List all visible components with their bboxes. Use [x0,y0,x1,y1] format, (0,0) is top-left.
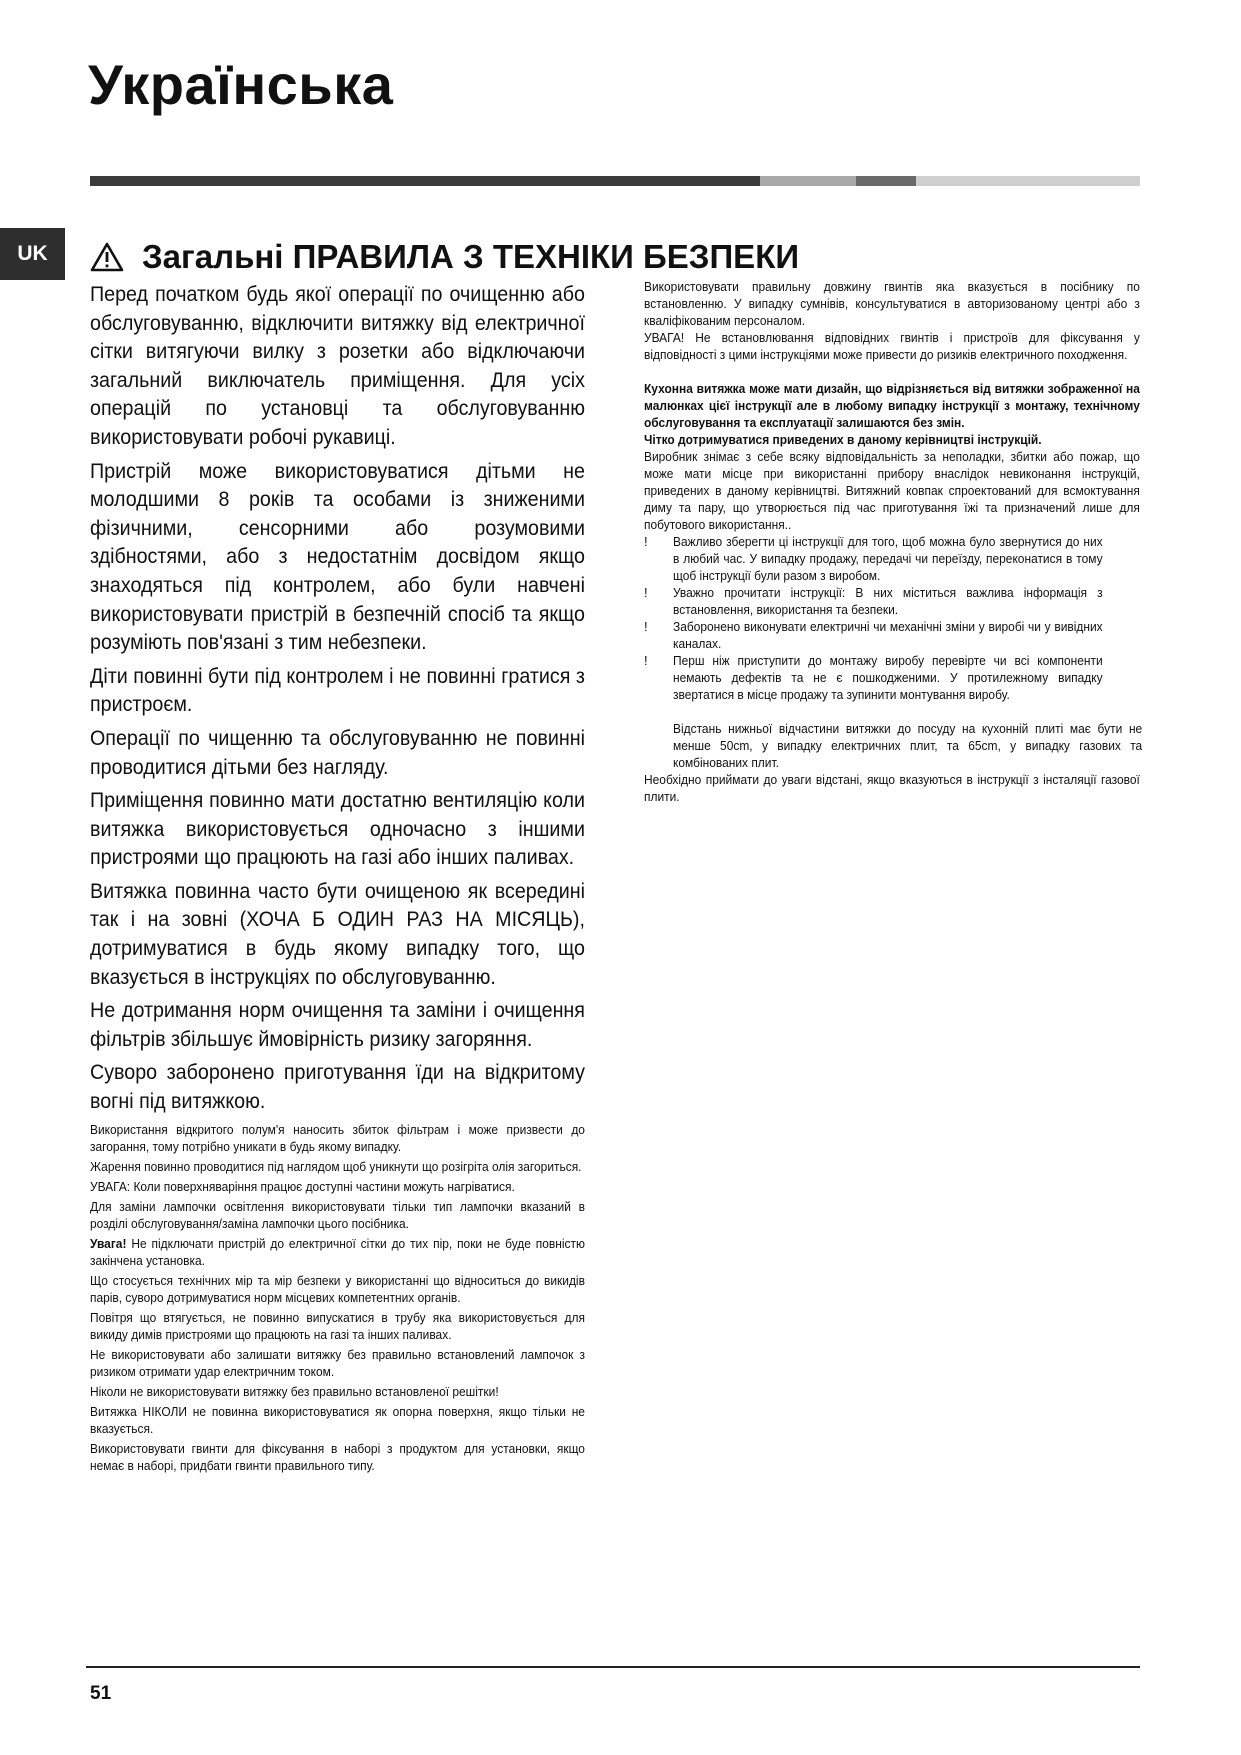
header-bar-segment-dark [90,176,760,186]
paragraph-hot-parts: УВАГА: Коли поверхняваріння працює доступні частини можуть нагріватися. [90,1178,515,1194]
paragraph-fixing-screws: Використовувати гвинти для фіксування в наборі з продуктом для установки, якщо немає в наборі, придбати гвинти правильного типу. [90,1440,585,1473]
paragraph-screw-length: Використовувати правильну довжину гвинтів яка вказується в посібнику по встановленню. У випадку сумнівів, консультуватися в авторизованому центрі або з кваліфікованим персоналом. [644,279,1140,328]
paragraph-screw-warning: УВАГА! Не встановлювання відповідних гвинтів і пристроїв для фіксування у відповідності з цими інструкціями може привести до ризиків електричного походження. [644,330,1140,362]
paragraph-lamps-installed: Не використовувати або залишати витяжку без правильно встановлений лампочок з ризиком отримати удар електричним током. [90,1346,585,1379]
list-item-text: Заборонено виконувати електричні чи механічні зміни у виробі чи у вивідних каналах. [673,619,1103,651]
language-title: Українська [88,53,394,116]
paragraph-local-regulations: Що стосується технічних мір та мір безпеки у використанні що відноситься до викидів парів, суворо дотримуватися норм місцевих компетентних органів. [90,1272,585,1305]
paragraph-design-note: Кухонна витяжка може мати дизайн, що відрізняється від витяжки зображенної на малюнках цієї інструкції але в любому випадку інструкції з монтажу, технічному обслуговування та експлуатації залишаются без змін. [644,381,1140,430]
header-bar-segment-mid [856,176,916,186]
paragraph-cleaning-frequency: Витяжка повинна часто бути очищеною як всередині так і на зовні (ХОЧА Б ОДИН РАЗ НА МІСЯЦЬ), дотримуватися в будь якому випадку того, що вказується в інструкціях по обслуговуванню. [90,878,585,989]
paragraph-gas-hob-instructions: Необхідно приймати до уваги відстані, якщо вказуються в інструкції з інсталяції газової плити. [644,772,1140,804]
section-title [90,238,799,276]
connection-warning-text: Не підключати пристрій до електричної сітки до тих пір, поки не буде повністю закінчена установка. [90,1235,585,1268]
paragraph-hob-distance: Відстань нижньої відчастини витяжки до посуду на кухонній плиті має бути не менше 50cm, у випадку електричних плит, та 65cm, у випадку газових та комбінованих плит. [673,721,1143,770]
paragraph-filter-risk: Не дотримання норм очищення та заміни і очищення фільтрів збільшує ймовірність ризику загоряння. [90,998,585,1051]
paragraph-children-supervision: Діти повинні бути під контролем і не повинні гратися з пристроєм. [90,663,585,717]
left-column [90,280,585,1477]
right-column [644,278,1143,805]
paragraph-ventilation: Приміщення повинно мати достатню вентиляцію коли витяжка використовується одночасно з іншими пристроями що працюють на газі або інших паливах. [90,788,585,870]
footer-divider [86,1666,1140,1668]
exclamation-icon: ! [644,653,648,668]
list-item [644,584,1140,618]
page-number: 51 [90,1683,112,1704]
paragraph-cleaning-by-children: Операції по чищенню та обслуговуванню не повинні проводитися дітьми без нагляду. [90,725,585,779]
list-item-text: Уважно прочитати інструкції: В них міститься важлива інформація з встановлення, використання та безпеки. [673,585,1103,617]
paragraph-exhaust-air: Повітря що втягується, не повинно випускатися в трубу яка використовується для викиду димів пристроями що працюють на газі та інших паливах. [90,1309,585,1342]
paragraph-disconnect-power: Перед початком будь якої операції по очищенню або обслуговуванню, відключити витяжку від електричної сітки витягуючи вилку з розетки або відключаючи загальний виключатель приміщення. Для усіх операцій по установці та обслуговуванню використовувати робочі рукавиці. [90,282,585,449]
language-tab-uk: UK [0,228,65,280]
paragraph-support-surface: Витяжка НІКОЛИ не повинна використовуватися як опорна поверхня, якщо тільки не вказується. [90,1403,585,1436]
list-item-text: Важливо зберегти ці інструкції для того, щоб можна було звернутися до них в любий час. У випадку продажу, передачі чи переїзду, переконатися в тому щоб інструкції були разом з виробом. [673,534,1103,583]
header-bar-segment-light [760,176,856,186]
list-item [644,618,1140,652]
attention-label: Увага! [90,1235,127,1251]
paragraph-manufacturer-liability: Виробник знімає з себе всяку відповідальність за неполадки, збитки або пожар, що може мати місце при використанні прибору внаслідок невиконання інструкцій, приведених в даному керівництві. Витяжний ковпак спроектований для всмоктування диму та пару, що утворюється під час приготування їжі та призначений лише для побутового використання.. [644,449,1140,532]
paragraph-follow-instructions: Чітко дотримуватися приведених в даному керівництві інструкцій. [644,432,1042,447]
paragraph-open-flame: Суворо заборонено приготування їди на відкритому вогні під витяжкою. [90,1060,585,1114]
paragraph-grille: Ніколи не використовувати витяжку без правильно встановленої решітки! [90,1383,499,1399]
header-bar-segment-lighter [916,176,1140,186]
exclamation-icon: ! [644,619,648,634]
important-notes-list [644,533,1140,703]
paragraph-frying: Жарення повинно проводитися під наглядом щоб уникнути що розігріта олія загориться. [90,1158,582,1174]
paragraph-lamp-replacement: Для заміни лампочки освітлення використовувати тільки тип лампочки вказаний в розділі обслуговування/заміна лампочки цього посібника. [90,1198,585,1231]
header-color-bar [90,176,1140,186]
list-item [644,533,1140,584]
paragraph-children-usage: Пристрій може використовуватися дітьми не молодшими 8 років та особами із зниженими фізичними, сенсорними або розумовими здібностями, або з недостатнім досвідом якщо знаходяться під контролем, або були навчені використовувати пристрій в безпечній спосіб та якщо розуміють пов'язані з тим небезпеки. [90,458,585,655]
list-item [644,652,1140,703]
exclamation-icon: ! [644,585,648,600]
exclamation-icon: ! [644,534,648,549]
warning-triangle-icon [90,242,124,272]
large-text-block [90,280,585,1116]
paragraph-flame-damage: Використання відкритого полум'я наносить збиток фільтрам і може призвести до загорання, тому потрібно уникати в будь якому випадку. [90,1121,585,1154]
paragraph-connection-warning [90,1235,585,1269]
list-item-text: Перш ніж приступити до монтажу виробу перевірте чи всі компоненти немають дефектів та не є пошкодженими. У протилежному випадку звертатися в місце продажу та зупинити монтування виробу. [673,653,1103,702]
distance-note [644,720,1143,771]
section-title-text: Загальні ПРАВИЛА З ТЕХНІКИ БЕЗПЕКИ [142,238,800,275]
small-text-block [90,1121,585,1474]
